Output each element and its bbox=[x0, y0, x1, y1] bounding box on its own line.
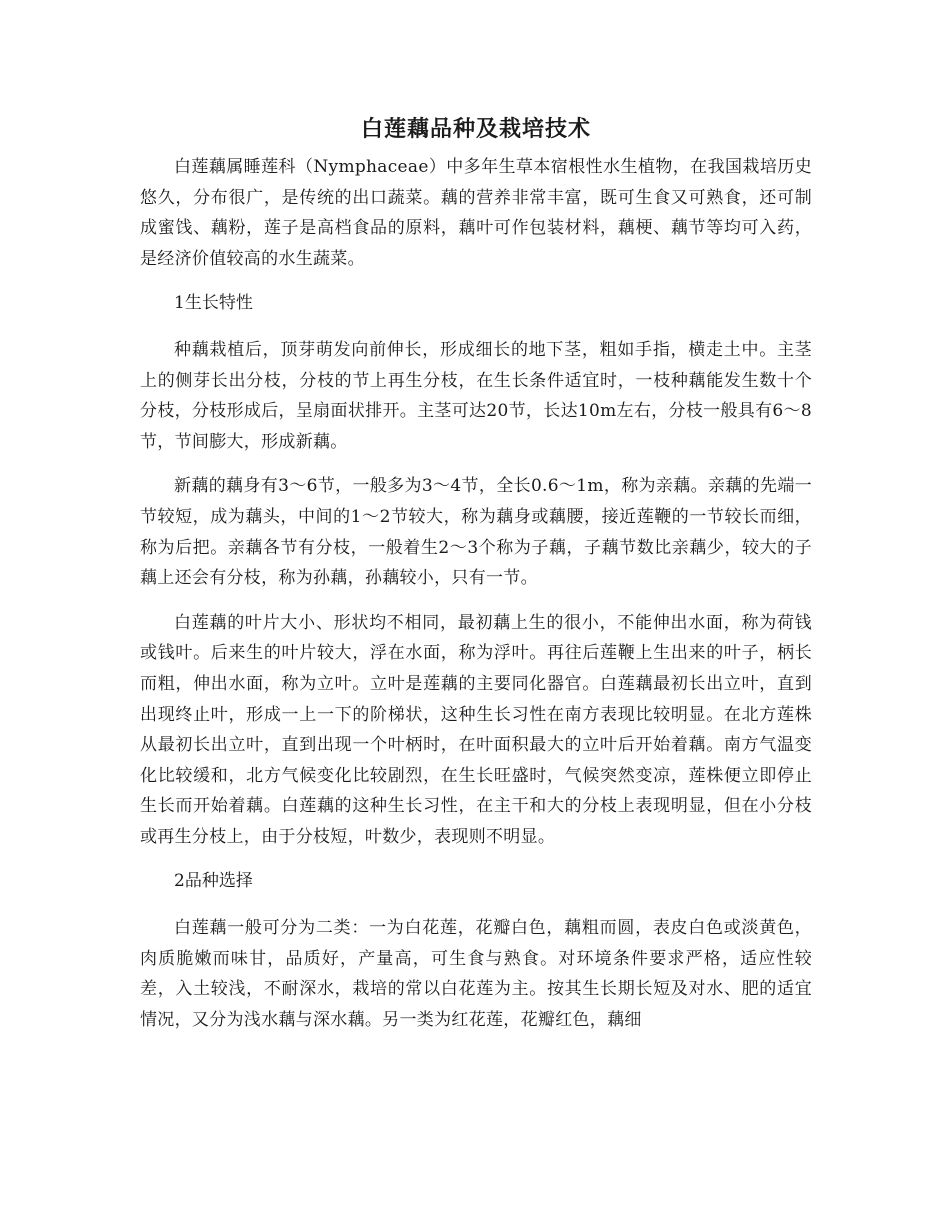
paragraph-new-rhizome: 新藕的藕身有3～6节，一般多为3～4节，全长0.6～1m，称为亲藕。亲藕的先端一节较短，成为藕头，中间的1～2节较大，称为藕身或藕腰，接近莲鞭的一节较长而细，称为后把。亲藕各节有分枝，一般着生2～3个称为子藕，子藕节数比亲藕少，较大的子藕上还会有分枝，称为孙藕，孙藕较小，只有一节。 bbox=[140, 476, 812, 589]
document-page bbox=[140, 112, 812, 1049]
section-heading-variety: 2品种选择 bbox=[174, 871, 253, 892]
paragraph-leaves: 白莲藕的叶片大小、形状均不相同，最初藕上生的很小，不能伸出水面，称为荷钱或钱叶。后来生的叶片较大，浮在水面，称为浮叶。再往后莲鞭上生出来的叶子，柄长而粗，伸出水面，称为立叶。立叶是莲藕的主要同化器官。白莲藕最初长出立叶，直到出现终止叶，形成一上一下的阶梯状，这种生长习性在南方表现比较明显。在北方莲株从最初长出立叶，直到出现一个叶柄时，在叶面积最大的立叶后开始着藕。南方气温变化比较缓和，北方气候变化比较剧烈，在生长旺盛时，气候突然变凉，莲株便立即停止生长而开始着藕。白莲藕的这种生长习性，在主干和大的分枝上表现明显，但在小分枝或再生分枝上，由于分枝短，叶数少，表现则不明显。 bbox=[140, 612, 812, 847]
paragraph-varieties: 白莲藕一般可分为二类：一为白花莲，花瓣白色，藕粗而圆，表皮白色或淡黄色，肉质脆嫩而味甘，品质好，产量高，可生食与熟食。对环境条件要求严格，适应性较差，入土较浅，不耐深水，栽培的常以白花莲为主。按其生长期长短及对水、肥的适宜情况，又分为浅水藕与深水藕。另一类为红花莲，花瓣红色，藕细 bbox=[140, 918, 812, 1030]
paragraph-rhizome-growth: 种藕栽植后，顶芽萌发向前伸长，形成细长的地下茎，粗如手指，横走土中。主茎上的侧芽长出分枝，分枝的节上再生分枝，在生长条件适宜时，一枝种藕能发生数十个分枝，分枝形成后，呈扇面状排开。主茎可达20节，长达10m左右，分枝一般具有6～8节，节间膨大，形成新藕。 bbox=[140, 339, 812, 452]
document-title: 白莲藕品种及栽培技术 bbox=[360, 116, 591, 142]
section-heading-growth: 1生长特性 bbox=[174, 293, 253, 314]
intro-paragraph: 白莲藕属睡莲科（Nymphaceae）中多年生草本宿根性水生植物，在我国栽培历史悠久，分布很广，是传统的出口蔬菜。藕的营养非常丰富，既可生食又可熟食，还可制成蜜饯、藕粉，莲子是高档食品的原料，藕叶可作包装材料，藕梗、藕节等均可入药，是经济价值较高的水生蔬菜。 bbox=[140, 157, 812, 269]
